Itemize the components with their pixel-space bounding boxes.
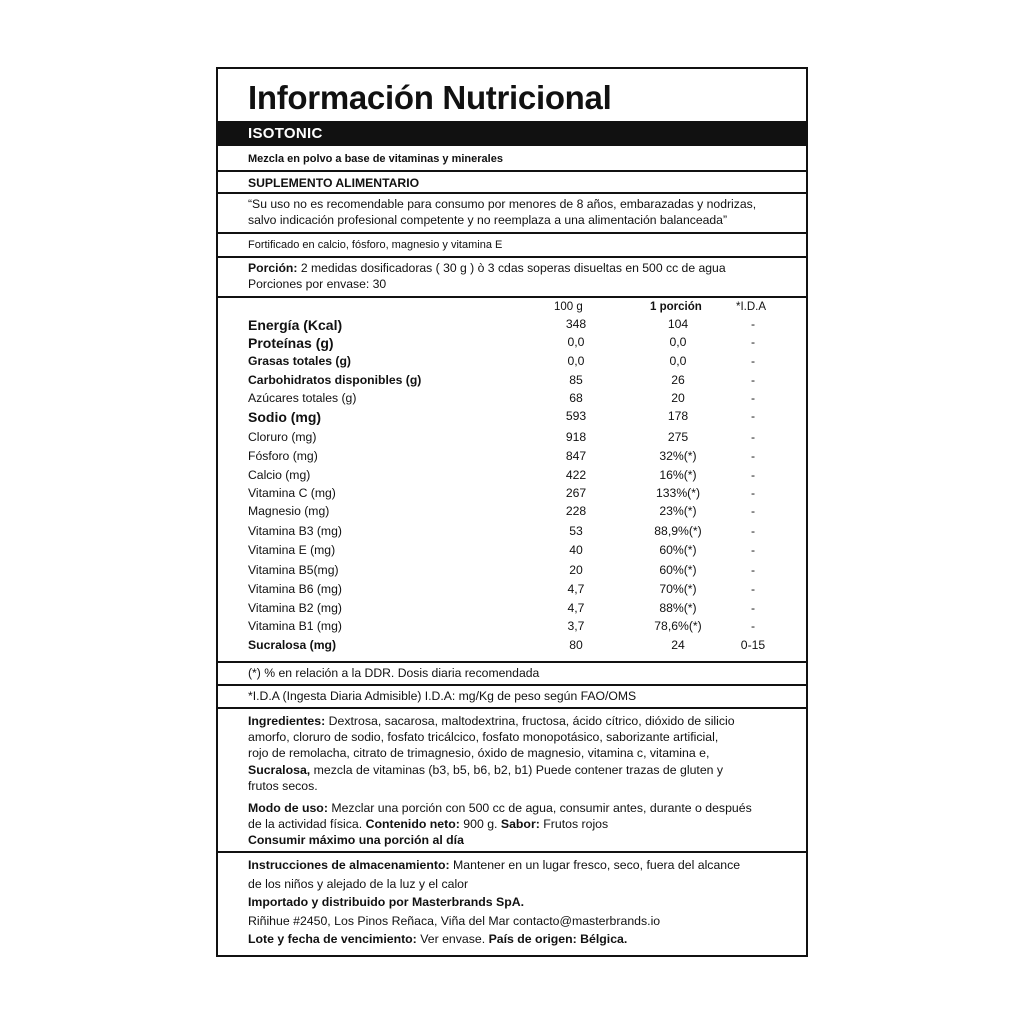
origin: País de origen: Bélgica. (488, 932, 628, 946)
table-row (218, 582, 806, 600)
value-100g: 267 (565, 486, 587, 500)
value-portion: 104 (667, 317, 689, 331)
value-portion: 23%(*) (659, 504, 697, 518)
value-portion: 78,6%(*) (654, 619, 702, 633)
ingredients-label: Ingredientes: (248, 714, 326, 728)
usage-label: Modo de uso: (248, 801, 328, 815)
table-row (218, 449, 806, 467)
nutrient-name: Vitamina B5(mg) (248, 563, 339, 577)
divider (218, 256, 806, 258)
value-100g: 68 (569, 391, 583, 405)
value-100g: 0,0 (567, 335, 585, 349)
nutrient-name: Vitamina C (mg) (248, 486, 336, 500)
value-portion: 20 (671, 391, 685, 405)
value-100g: 3,7 (567, 619, 585, 633)
value-ida: - (750, 601, 756, 615)
nutrient-name: Fósforo (mg) (248, 449, 318, 463)
lot-text: Ver envase. (416, 932, 489, 946)
storage-label: Instrucciones de almacenamiento: (248, 858, 450, 872)
value-portion: 32%(*) (659, 449, 697, 463)
storage-line: Mantener en un lugar fresco, seco, fuera del alcance (449, 858, 741, 872)
value-100g: 53 (569, 524, 583, 538)
nutrient-name: Azúcares totales (g) (248, 391, 357, 405)
product-description: Mezcla en polvo a base de vitaminas y minerales (248, 153, 503, 165)
product-band (218, 121, 806, 146)
nutrient-name: Cloruro (mg) (248, 430, 317, 444)
table-row (218, 335, 806, 353)
ingredients-line: amorfo, cloruro de sodio, fosfato tricálcico, fosfato monopotásico, saborizante artificial, (248, 730, 719, 745)
value-ida: 0-15 (740, 638, 766, 652)
value-100g: 40 (569, 543, 583, 557)
ingredients-line: Dextrosa, sacarosa, maltodextrina, fructosa, ácido cítrico, dióxido de silicio (325, 714, 735, 728)
storage-block (248, 856, 798, 949)
divider (218, 170, 806, 172)
nutrient-name: Vitamina B2 (mg) (248, 601, 342, 615)
warning-text (248, 196, 798, 228)
value-ida: - (750, 486, 756, 500)
value-100g: 85 (569, 373, 583, 387)
ingredients-line: rojo de remolacha, citrato de trimagnesio, óxido de magnesio, vitamina c, vitamina e, (248, 746, 710, 761)
value-portion: 16%(*) (659, 468, 697, 482)
table-row (218, 486, 806, 504)
sucralose-label: Sucralosa, (248, 762, 311, 777)
value-ida: - (750, 317, 756, 331)
value-100g: 20 (569, 563, 583, 577)
warning-line: “Su uso no es recomendable para consumo por menores de 8 años, embarazadas y nodrizas, (248, 197, 757, 211)
table-row (218, 619, 806, 637)
nutrient-name: Vitamina E (mg) (248, 543, 336, 557)
nutrient-name: Magnesio (mg) (248, 504, 330, 518)
divider (218, 661, 806, 663)
label-title: Información Nutricional (248, 79, 612, 116)
table-row (218, 468, 806, 486)
value-100g: 593 (565, 409, 587, 423)
value-ida: - (750, 373, 756, 387)
lot-label: Lote y fecha de vencimiento: (248, 932, 417, 946)
nutrient-name: Sodio (mg) (248, 409, 322, 425)
nutrient-name: Calcio (mg) (248, 468, 311, 482)
table-row (218, 563, 806, 581)
flavor-label: Sabor: (500, 817, 540, 832)
value-portion: 88,9%(*) (654, 524, 702, 538)
nutrient-name: Grasas totales (g) (248, 354, 351, 368)
value-100g: 422 (565, 468, 587, 482)
address: Riñihue #2450, Los Pinos Reñaca, Viña del Mar contacto@masterbrands.io (248, 913, 661, 928)
value-portion: 24 (671, 638, 685, 652)
value-100g: 80 (569, 638, 583, 652)
table-row (218, 317, 806, 335)
table-row (218, 504, 806, 522)
nutrient-name: Energía (Kcal) (248, 317, 343, 333)
ingredients-block (248, 713, 798, 794)
divider (218, 851, 806, 853)
value-100g: 4,7 (567, 601, 585, 615)
usage-line: Mezclar una porción con 500 cc de agua, consumir antes, durante o después (327, 801, 752, 815)
value-100g: 228 (565, 504, 587, 518)
fortified-note: Fortificado en calcio, fósforo, magnesio y vitamina E (248, 239, 503, 251)
ida-note: *I.D.A (Ingesta Diaria Admisible) I.D.A: mg/Kg de peso según FAO/OMS (248, 689, 637, 703)
importer: Importado y distribuido por Masterbrands SpA. (248, 895, 525, 909)
divider (218, 192, 806, 194)
value-ida: - (750, 391, 756, 405)
value-ida: - (750, 354, 756, 368)
value-ida: - (750, 619, 756, 633)
max-portion-note: Consumir máximo una porción al día (248, 833, 464, 848)
net-content-label: Contenido neto: (365, 817, 460, 832)
value-portion: 133%(*) (655, 486, 701, 500)
value-100g: 0,0 (567, 354, 585, 368)
header-ida: *I.D.A (736, 301, 767, 313)
table-row (218, 409, 806, 427)
nutrition-label (216, 67, 808, 957)
table-row (218, 391, 806, 409)
usage-block (248, 800, 798, 849)
value-ida: - (750, 563, 756, 577)
value-ida: - (750, 409, 756, 423)
header-100g: 100 g (554, 301, 583, 313)
divider (218, 296, 806, 298)
nutrient-name: Vitamina B3 (mg) (248, 524, 342, 538)
value-100g: 348 (565, 317, 587, 331)
value-portion: 0,0 (669, 335, 687, 349)
value-ida: - (750, 430, 756, 444)
table-row (218, 524, 806, 542)
ingredients-line: mezcla de vitaminas (b3, b5, b6, b2, b1) Puede contener trazas de gluten y (310, 762, 724, 777)
nutrient-name: Vitamina B6 (mg) (248, 582, 342, 596)
storage-line: de los niños y alejado de la luz y el calor (248, 876, 469, 891)
value-portion: 70%(*) (659, 582, 697, 596)
value-ida: - (750, 543, 756, 557)
value-portion: 88%(*) (659, 601, 697, 615)
value-portion: 0,0 (669, 354, 687, 368)
portion-text: 2 medidas dosificadoras ( 30 g ) ò 3 cdas soperas disueltas en 500 cc de agua (297, 261, 726, 275)
table-row (218, 354, 806, 372)
table-row (218, 601, 806, 619)
value-ida: - (750, 449, 756, 463)
value-ida: - (750, 524, 756, 538)
table-row (218, 430, 806, 448)
nutrient-name: Proteínas (g) (248, 335, 334, 351)
value-ida: - (750, 504, 756, 518)
value-ida: - (750, 468, 756, 482)
value-ida: - (750, 582, 756, 596)
ddr-note: (*) % en relación a la DDR. Dosis diaria recomendada (248, 666, 540, 680)
table-row (218, 638, 806, 656)
table-row (218, 373, 806, 391)
value-portion: 178 (667, 409, 689, 423)
nutrient-name: Vitamina B1 (mg) (248, 619, 342, 633)
divider (218, 684, 806, 686)
flavor: Frutos rojos (539, 817, 609, 832)
ingredients-line: frutos secos. (248, 778, 318, 793)
value-portion: 26 (671, 373, 685, 387)
divider (218, 707, 806, 709)
nutrient-name: Sucralosa (mg) (248, 638, 337, 652)
value-100g: 847 (565, 449, 587, 463)
divider (218, 232, 806, 234)
net-content: 900 g. (459, 817, 501, 832)
value-100g: 4,7 (567, 582, 585, 596)
header-portion: 1 porción (650, 301, 702, 313)
servings-per-container: Porciones por envase: 30 (248, 277, 387, 291)
supplement-category: SUPLEMENTO ALIMENTARIO (248, 176, 420, 190)
table-row (218, 543, 806, 561)
portion-info (248, 260, 798, 292)
value-portion: 60%(*) (659, 563, 697, 577)
value-portion: 275 (667, 430, 689, 444)
usage-line: de la actividad física. (248, 817, 366, 832)
value-100g: 918 (565, 430, 587, 444)
nutrient-name: Carbohidratos disponibles (g) (248, 373, 422, 387)
warning-line: salvo indicación profesional competente y no reemplaza a una alimentación balanceada” (248, 213, 727, 227)
portion-label: Porción: (248, 261, 298, 275)
value-portion: 60%(*) (659, 543, 697, 557)
product-name: ISOTONIC (248, 125, 323, 142)
value-ida: - (750, 335, 756, 349)
